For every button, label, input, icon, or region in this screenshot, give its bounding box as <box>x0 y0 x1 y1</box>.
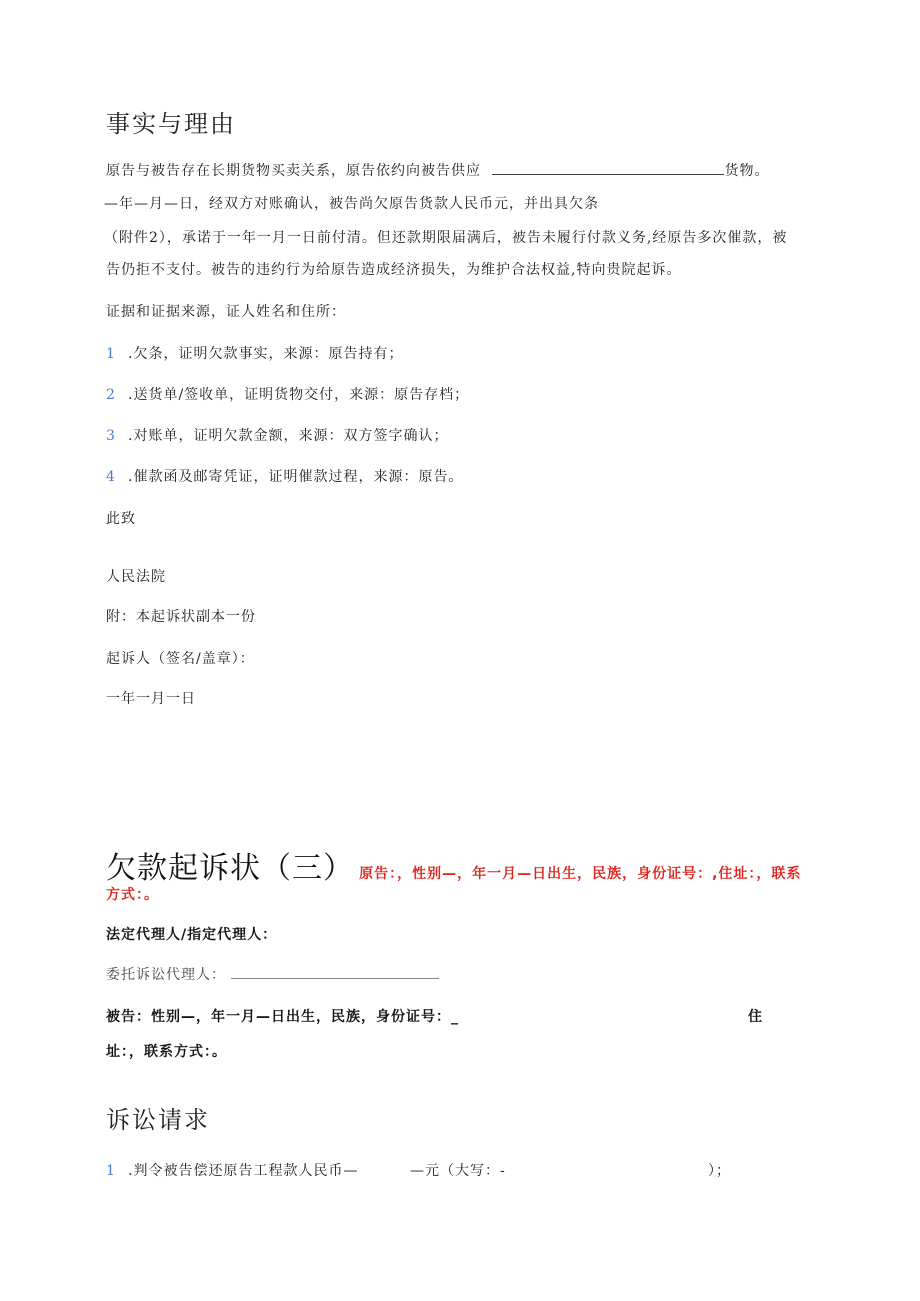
defendant-info-line-2: 址：，联系方式：。 <box>106 1044 227 1060</box>
evidence-text: .对账单，证明欠款金额，来源：双方签字确认； <box>128 428 449 444</box>
facts-paragraph-line-4: 告仍拒不支付。被告的违约行为给原告造成经济损失，为维护合法权益,特向贵院起诉。 <box>106 262 682 278</box>
facts-line-1-end: 货物。 <box>724 163 770 179</box>
goods-blank <box>492 160 724 175</box>
defendant-info-address-start: 住 <box>748 1009 763 1025</box>
complaint-header <box>106 843 801 887</box>
section-heading-facts: 事实与理由 <box>106 110 236 138</box>
section-heading-claims: 诉讼请求 <box>106 1106 210 1134</box>
claim-end: ）； <box>708 1163 731 1179</box>
evidence-item <box>106 467 463 487</box>
closing-salutation: 此致 <box>106 511 136 527</box>
court-name: 人民法院 <box>106 569 166 585</box>
facts-paragraph-line-2: —年—月—日，经双方对账确认，被告尚欠原告货款人民币元，并出具欠条 <box>104 196 599 212</box>
facts-paragraph-line-1 <box>106 160 769 181</box>
complaint-title: 欠款起诉状（三） <box>106 851 354 886</box>
evidence-number: 4 <box>106 469 116 485</box>
attachment-note: 附：本起诉状副本一份 <box>106 609 256 625</box>
claim-amount-words: —元（大写：- <box>410 1163 506 1179</box>
evidence-text: .送货单/签收单，证明货物交付，来源：原告存档； <box>128 387 470 403</box>
claim-text-a: .判令被告偿还原告工程款人民币— <box>128 1163 359 1179</box>
date-line: 一年一月一日 <box>106 691 196 707</box>
evidence-text: .欠条，证明欠款事实，来源：原告持有； <box>128 346 404 362</box>
evidence-number: 2 <box>106 387 116 403</box>
evidence-item <box>106 344 403 364</box>
legal-representative: 法定代理人/指定代理人： <box>106 927 278 943</box>
facts-paragraph-line-3: （附件2），承诺于一年一月一日前付清。但还款期限届满后，被告未履行付款义务,经原告多次催款，被 <box>104 230 788 246</box>
evidence-text: .催款函及邮寄凭证，证明催款过程，来源：原告。 <box>128 469 464 485</box>
evidence-item <box>106 426 448 446</box>
agent-blank <box>231 964 439 979</box>
signer-line: 起诉人（签名/盖章）： <box>106 651 255 667</box>
claim-number: 1 <box>106 1163 116 1179</box>
evidence-item <box>106 385 469 405</box>
litigation-agent-label: 委托诉讼代理人： <box>106 967 226 983</box>
evidence-number: 3 <box>106 428 116 444</box>
defendant-info-line-1: 被告：性别—，年一月—日出生，民族，身份证号：_ <box>106 1009 459 1025</box>
facts-line-1-text: 原告与被告存在长期货物买卖关系，原告依约向被告供应 <box>106 163 481 179</box>
litigation-agent-line <box>106 964 439 985</box>
plaintiff-info-line-1: 原告：，性别—，年一月—日出生，民族，身份证号：,住址：，联系 <box>359 866 802 882</box>
plaintiff-info-line-2: 方式：。 <box>106 887 159 903</box>
claim-item <box>106 1161 358 1181</box>
evidence-title: 证据和证据来源，证人姓名和住所： <box>106 304 346 320</box>
evidence-number: 1 <box>106 346 116 362</box>
